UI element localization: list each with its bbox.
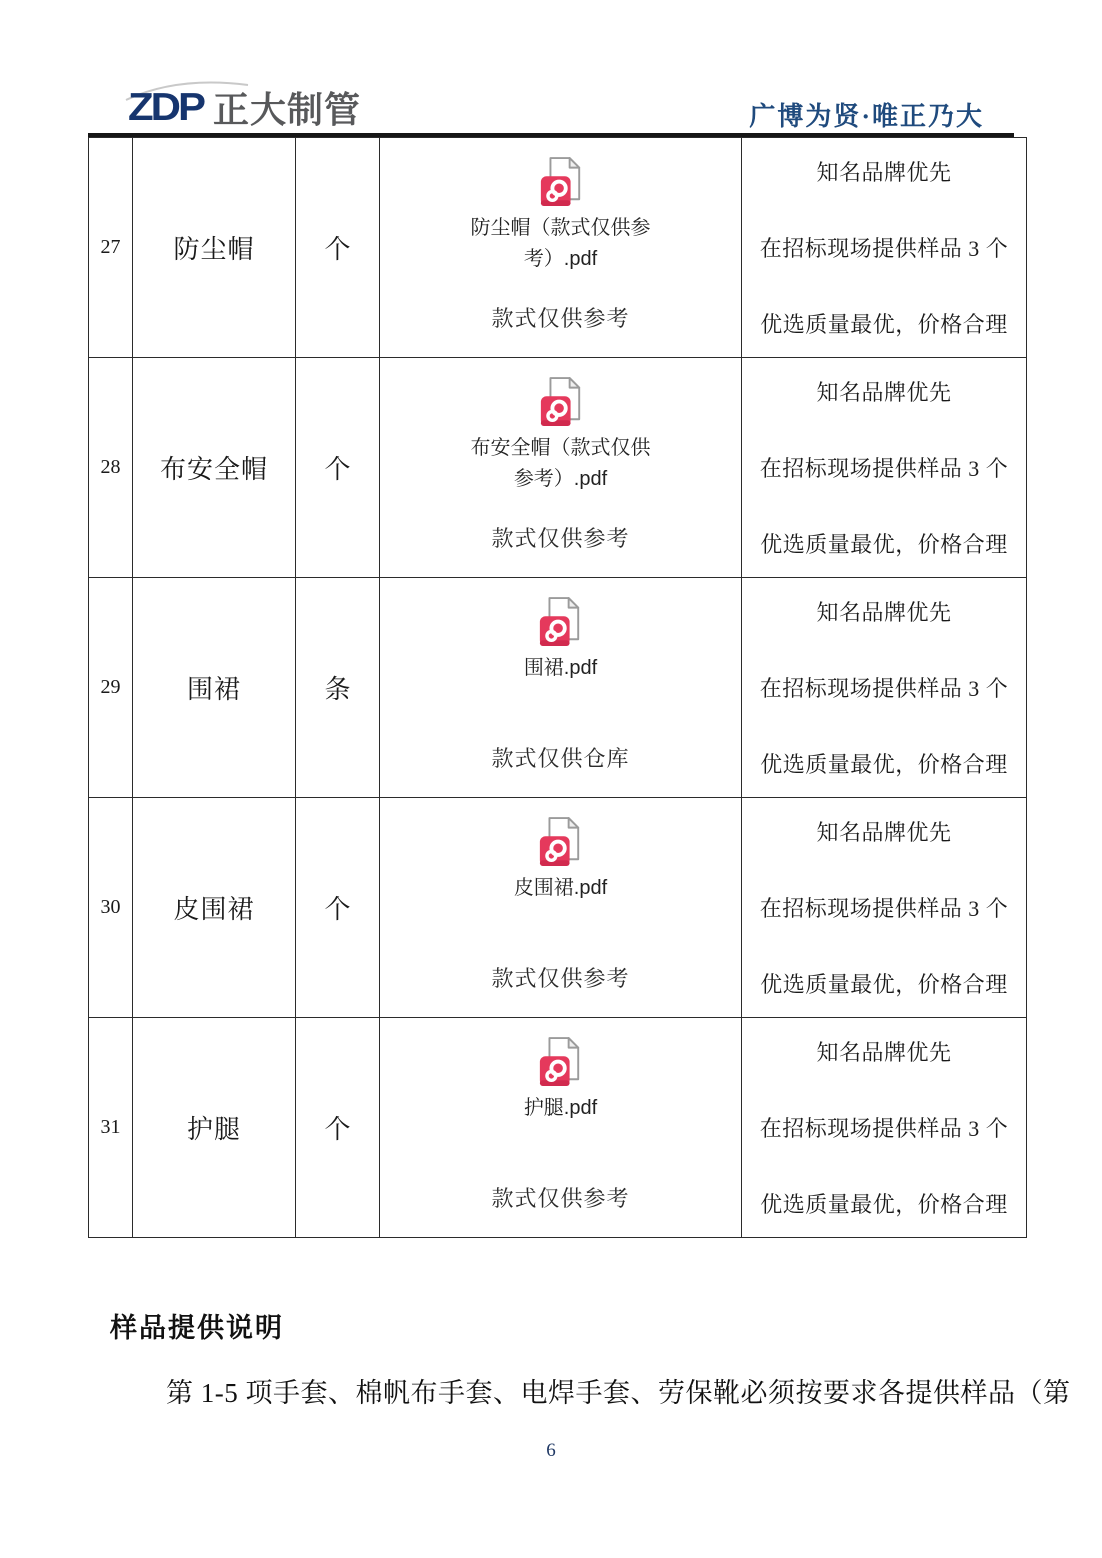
table-row [89, 578, 1027, 798]
pdf-file-icon [537, 815, 583, 869]
pdf-file-icon [538, 155, 584, 209]
requirement-line: 知名品牌优先 [816, 600, 952, 625]
style-reference-note: 款式仅供参考 [491, 525, 630, 551]
item-number-cell: 30 [89, 798, 133, 1018]
item-name-cell: 防尘帽 [133, 138, 296, 358]
pdf-attachment[interactable] [524, 1035, 597, 1124]
requirement-line: 知名品牌优先 [816, 820, 952, 845]
table-row [89, 1018, 1027, 1238]
style-reference-note: 款式仅供参考 [491, 1185, 630, 1211]
item-unit-cell: 条 [296, 578, 380, 798]
requirements-cell [742, 578, 1027, 798]
requirement-line: 知名品牌优先 [816, 160, 952, 185]
requirements-cell [742, 358, 1027, 578]
pdf-file-name: 布安全帽（款式仅供参考）.pdf [470, 436, 651, 490]
page-header [0, 0, 1102, 136]
requirement-line: 优选质量最优，价格合理 [760, 312, 1008, 337]
pdf-attachment[interactable] [470, 155, 652, 275]
item-unit-cell: 个 [296, 358, 380, 578]
logo-company-name: 正大制管 [213, 89, 362, 130]
style-reference-note: 款式仅供参考 [491, 965, 630, 991]
pdf-attachment[interactable] [470, 375, 652, 495]
pdf-file-icon [537, 595, 583, 649]
requirement-line: 在招标现场提供样品 3 个 [759, 896, 1009, 921]
table-row [89, 798, 1027, 1018]
item-unit-cell: 个 [296, 798, 380, 1018]
pdf-attachment[interactable] [514, 815, 607, 904]
logo-zdp-text: ZDP [128, 84, 203, 129]
requirements-cell [742, 798, 1027, 1018]
page-number: 6 [546, 1440, 556, 1461]
item-unit-cell: 个 [296, 1018, 380, 1238]
item-name-cell: 围裙 [133, 578, 296, 798]
pdf-file-name: 防尘帽（款式仅供参考）.pdf [470, 216, 651, 270]
requirement-line: 优选质量最优，价格合理 [760, 972, 1008, 997]
attachment-cell [380, 798, 742, 1018]
requirements-cell [742, 138, 1027, 358]
item-number-cell: 29 [89, 578, 133, 798]
requirement-line: 优选质量最优，价格合理 [760, 752, 1008, 777]
pdf-attachment[interactable] [524, 595, 597, 684]
attachment-cell [380, 138, 742, 358]
style-reference-note: 款式仅供仓库 [491, 745, 630, 771]
requirement-line: 在招标现场提供样品 3 个 [759, 456, 1009, 481]
sample-notes-heading: 样品提供说明 [110, 1313, 284, 1343]
requirements-cell [742, 1018, 1027, 1238]
item-number-cell: 28 [89, 358, 133, 578]
company-slogan: 广博为贤·唯正乃大 [749, 102, 984, 131]
table-row [89, 358, 1027, 578]
pdf-file-name: 皮围裙.pdf [513, 876, 608, 899]
requirement-line: 在招标现场提供样品 3 个 [759, 676, 1009, 701]
requirement-line: 知名品牌优先 [816, 1040, 952, 1065]
requirement-line: 优选质量最优，价格合理 [760, 532, 1008, 557]
style-reference-note: 款式仅供参考 [491, 305, 630, 331]
table-row [89, 138, 1027, 358]
item-number-cell: 31 [89, 1018, 133, 1238]
attachment-cell [380, 1018, 742, 1238]
pdf-file-icon [537, 1035, 583, 1089]
attachment-cell [380, 578, 742, 798]
supplies-table [88, 137, 1027, 1238]
pdf-file-icon [538, 375, 584, 429]
item-number-cell: 27 [89, 138, 133, 358]
attachment-cell [380, 358, 742, 578]
sample-notes-paragraph: 第 1-5 项手套、棉帆布手套、电焊手套、劳保靴必须按要求各提供样品（第 [166, 1378, 1071, 1408]
company-logo [128, 86, 361, 128]
requirement-line: 在招标现场提供样品 3 个 [759, 236, 1009, 261]
pdf-file-name: 围裙.pdf [523, 656, 598, 679]
pdf-file-name: 护腿.pdf [523, 1096, 598, 1119]
item-name-cell: 布安全帽 [133, 358, 296, 578]
item-unit-cell: 个 [296, 138, 380, 358]
requirement-line: 优选质量最优，价格合理 [760, 1192, 1008, 1217]
requirement-line: 在招标现场提供样品 3 个 [759, 1116, 1009, 1141]
requirement-line: 知名品牌优先 [816, 380, 952, 405]
item-name-cell: 皮围裙 [133, 798, 296, 1018]
item-name-cell: 护腿 [133, 1018, 296, 1238]
